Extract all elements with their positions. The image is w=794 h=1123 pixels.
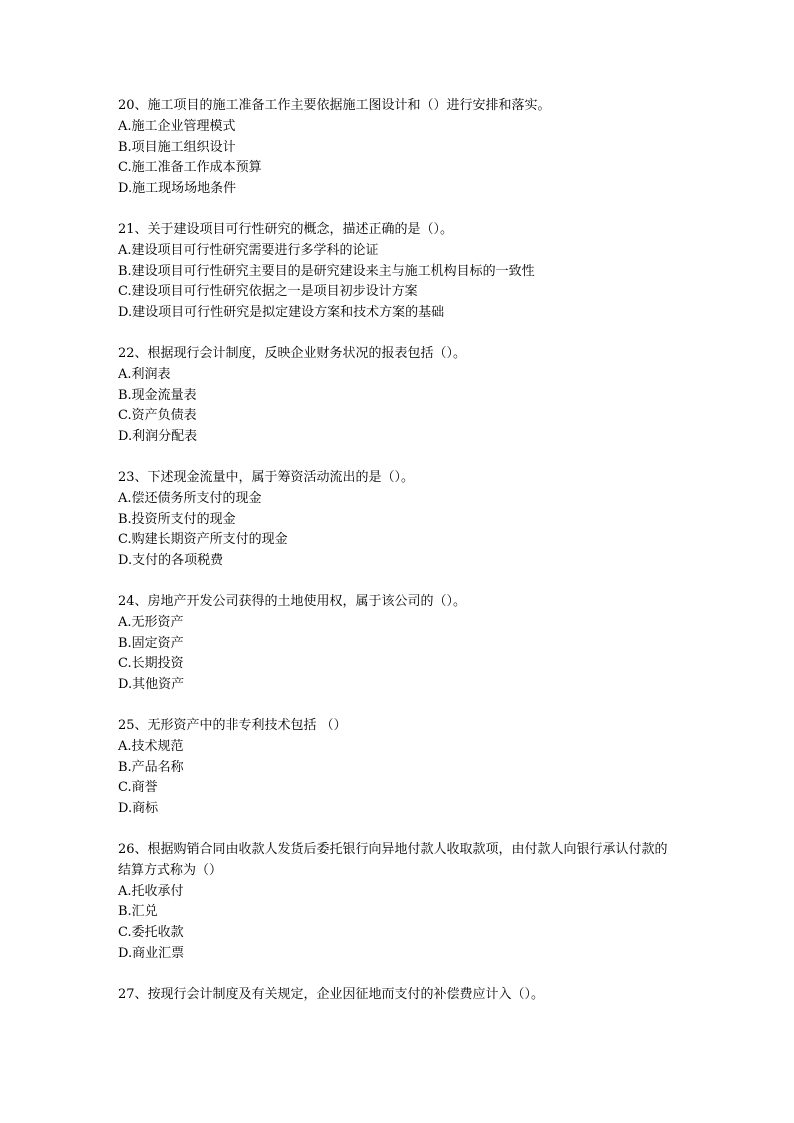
option-d: D.建设项目可行性研究是拟定建设方案和技术方案的基础 — [118, 305, 445, 321]
document-page — [118, 96, 688, 1025]
option-b: B.汇兑 — [118, 904, 158, 920]
option-c: C.资产负债表 — [118, 408, 197, 424]
option-c: C.购建长期资产所支付的现金 — [118, 532, 288, 548]
question-23 — [118, 468, 688, 572]
question-stem: 23、下述现金流量中，属于筹资活动流出的是（）。 — [118, 469, 415, 485]
question-21 — [118, 220, 688, 324]
question-25 — [118, 716, 688, 820]
option-d: D.施工现场场地条件 — [118, 181, 237, 197]
question-stem: 24、房地产开发公司获得的土地使用权，属于该公司的（）。 — [118, 593, 467, 609]
option-c: C.施工准备工作成本预算 — [118, 160, 262, 176]
option-b: B.投资所支付的现金 — [118, 511, 236, 527]
option-c: C.委托收款 — [118, 925, 184, 941]
option-a: A.施工企业管理模式 — [118, 118, 236, 134]
question-stem: 26、根据购销合同由收款人发货后委托银行向异地付款人收取款项，由付款人向银行承认付款的结算方式称为（） — [118, 841, 668, 878]
option-a: A.托收承付 — [118, 883, 184, 899]
question-stem: 27、按现行会计制度及有关规定，企业因征地而支付的补偿费应计入（）。 — [118, 986, 545, 1002]
option-a: A.技术规范 — [118, 738, 184, 754]
question-26 — [118, 840, 688, 965]
question-22 — [118, 344, 688, 448]
question-stem: 22、根据现行会计制度，反映企业财务状况的报表包括（）。 — [118, 345, 467, 361]
option-b: B.固定资产 — [118, 635, 184, 651]
option-d: D.利润分配表 — [118, 429, 198, 445]
question-27 — [118, 985, 688, 1006]
option-c: C.长期投资 — [118, 656, 184, 672]
option-a: A.利润表 — [118, 366, 171, 382]
option-d: D.其他资产 — [118, 677, 185, 693]
option-d: D.商标 — [118, 801, 159, 817]
option-a: A.偿还债务所支付的现金 — [118, 490, 262, 506]
question-stem: 25、无形资产中的非专利技术包括 （） — [118, 717, 347, 733]
option-a: A.建设项目可行性研究需要进行多学科的论证 — [118, 242, 379, 258]
question-stem: 20、施工项目的施工准备工作主要依据施工图设计和（）进行安排和落实。 — [118, 98, 551, 113]
option-d: D.商业汇票 — [118, 945, 185, 961]
question-24 — [118, 592, 688, 696]
option-b: B.现金流量表 — [118, 387, 197, 403]
option-a: A.无形资产 — [118, 614, 184, 630]
question-stem: 21、关于建设项目可行性研究的概念，描述正确的是（）。 — [118, 221, 454, 237]
option-b: B.项目施工组织设计 — [118, 139, 236, 155]
question-20 — [118, 96, 688, 200]
option-b: B.建设项目可行性研究主要目的是研究建设来主与施工机构目标的一致性 — [118, 263, 535, 279]
option-c: C.商誉 — [118, 780, 158, 796]
option-b: B.产品名称 — [118, 759, 184, 775]
option-d: D.支付的各项税费 — [118, 553, 224, 569]
option-c: C.建设项目可行性研究依据之一是项目初步设计方案 — [118, 284, 418, 300]
